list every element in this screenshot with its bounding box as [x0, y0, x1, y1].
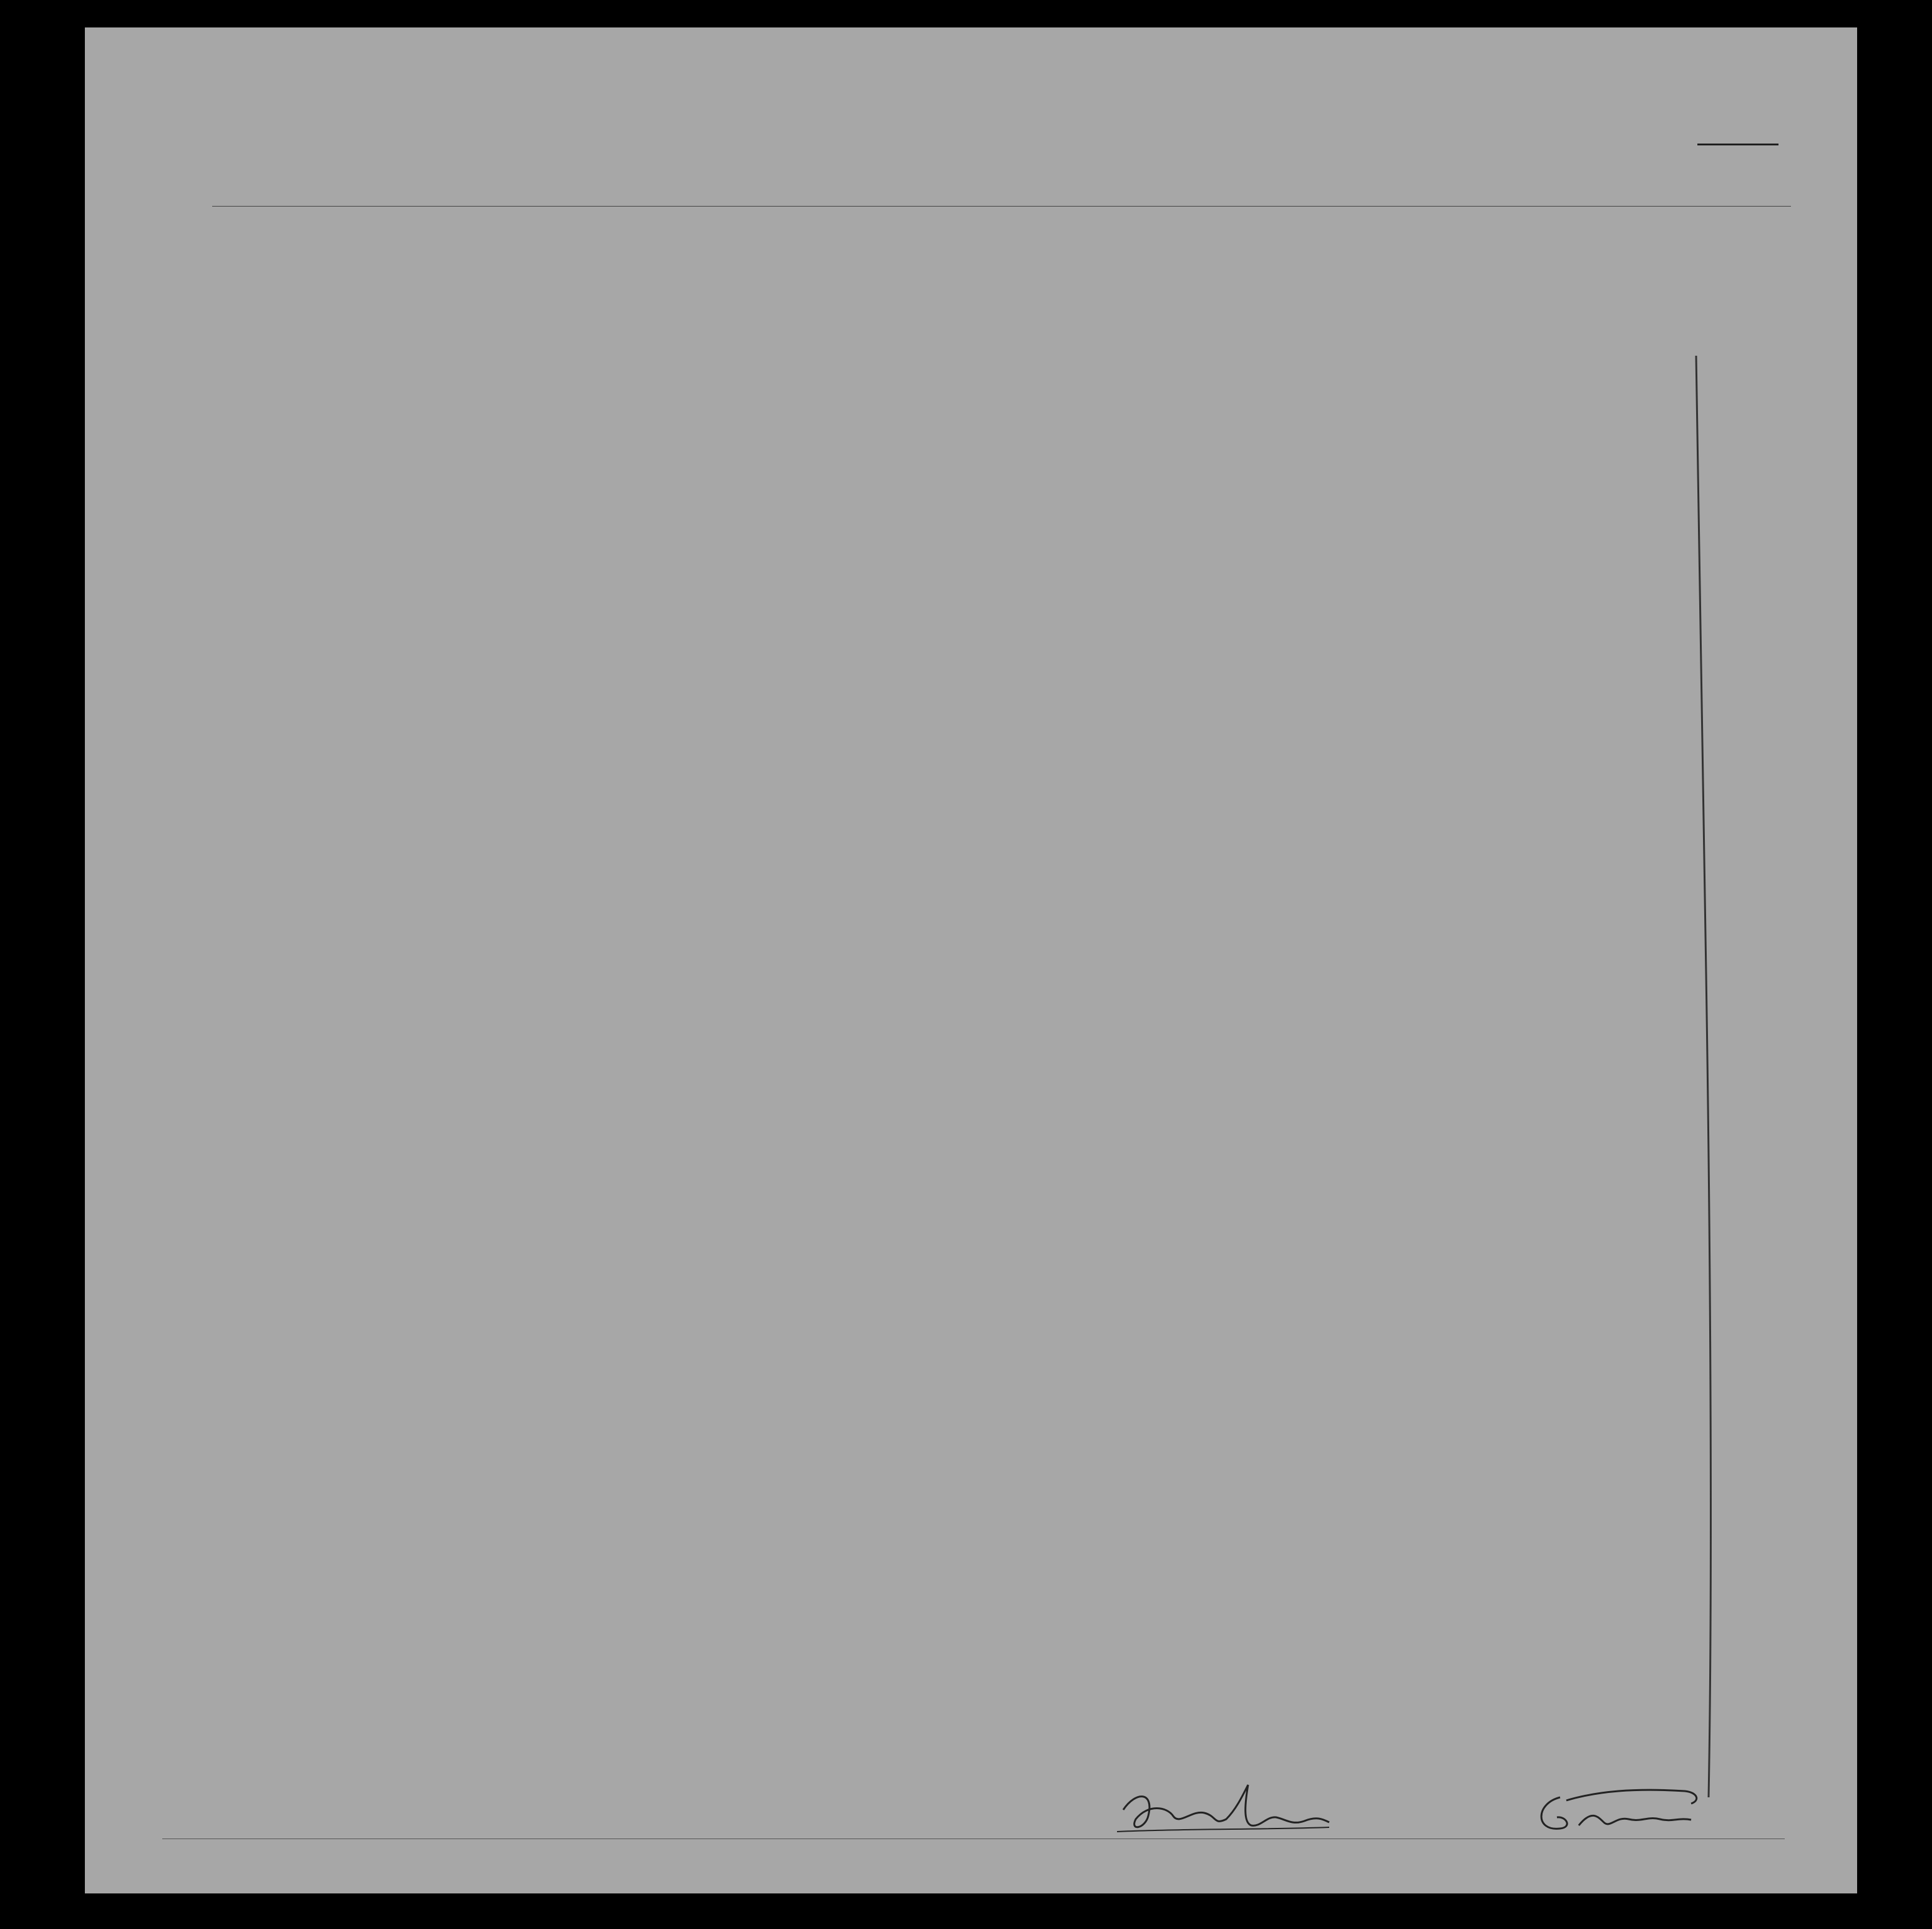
action-column-line [1619, 349, 1788, 1804]
sheet-underline [1697, 144, 1778, 145]
immigration-officer-signature [1523, 1772, 1710, 1847]
manifest-sheet [85, 27, 1857, 1893]
voyage-underline [212, 206, 1791, 207]
local-agent-signature [1111, 1772, 1335, 1847]
